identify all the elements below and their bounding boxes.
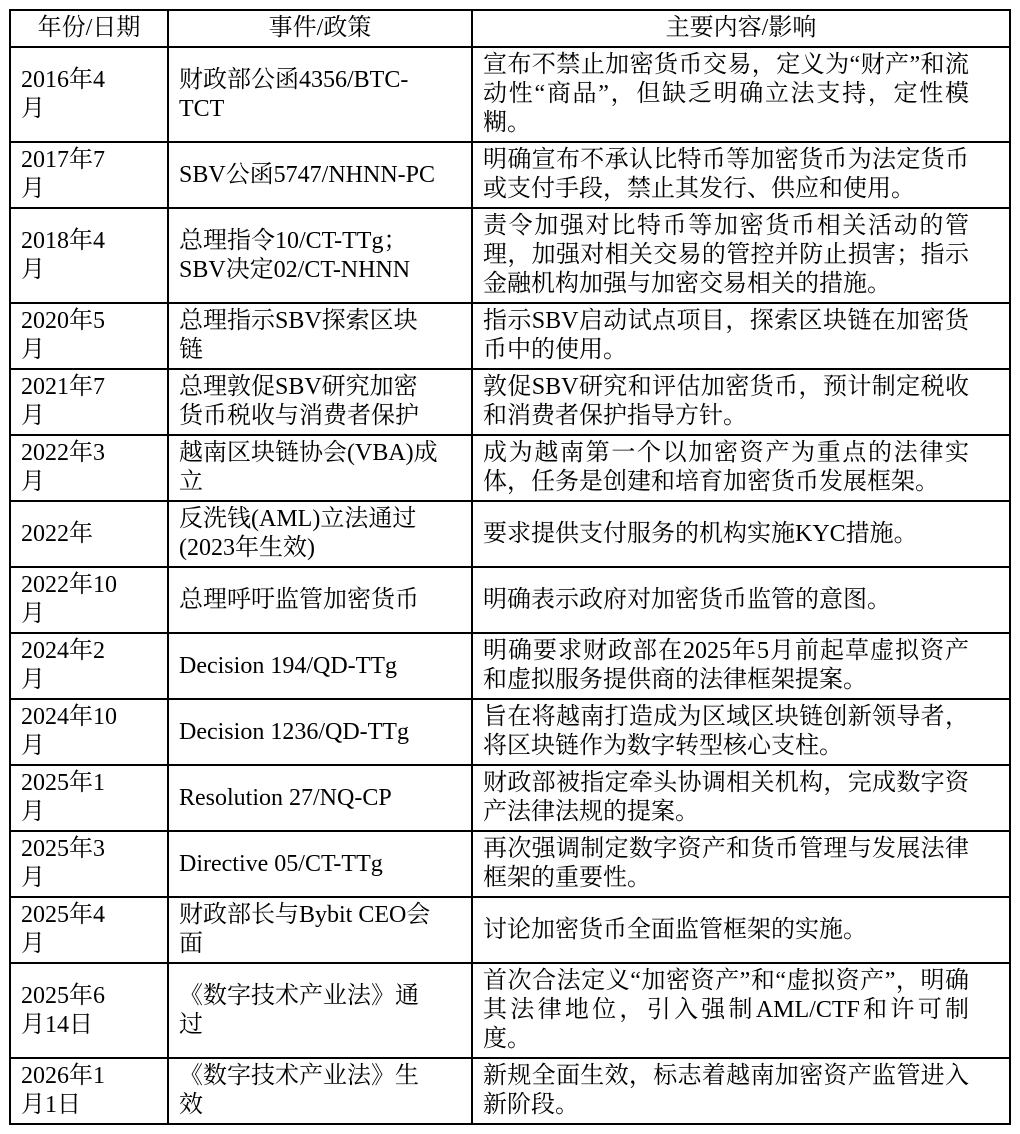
table-row	[10, 142, 1010, 208]
event-cell: 财政部公函4356/BTC-TCT	[168, 47, 472, 142]
date-cell: 2020年5月	[10, 303, 168, 369]
date-cell: 2025年6月14日	[10, 963, 168, 1058]
policy-timeline-table	[9, 9, 1011, 1125]
content-cell: 宣布不禁止加密货币交易，定义为“财产”和流动性“商品”，但缺乏明确立法支持，定性模糊。	[472, 47, 1010, 142]
table-row	[10, 963, 1010, 1058]
table-row	[10, 567, 1010, 633]
column-header-content: 主要内容/影响	[472, 10, 1010, 47]
event-cell: 《数字技术产业法》通过	[168, 963, 472, 1058]
date-cell: 2025年1月	[10, 765, 168, 831]
table-row	[10, 369, 1010, 435]
table-row	[10, 435, 1010, 501]
content-cell: 首次合法定义“加密资产”和“虚拟资产”，明确其法律地位，引入强制AML/CTF和许可制度。	[472, 963, 1010, 1058]
date-cell: 2016年4月	[10, 47, 168, 142]
content-cell: 明确要求财政部在2025年5月前起草虚拟资产和虚拟服务提供商的法律框架提案。	[472, 633, 1010, 699]
event-cell: 反洗钱(AML)立法通过(2023年生效)	[168, 501, 472, 567]
event-cell: Decision 1236/QD-TTg	[168, 699, 472, 765]
date-cell: 2022年3月	[10, 435, 168, 501]
content-cell: 明确宣布不承认比特币等加密货币为法定货币或支付手段，禁止其发行、供应和使用。	[472, 142, 1010, 208]
table-row	[10, 831, 1010, 897]
content-cell: 讨论加密货币全面监管框架的实施。	[472, 897, 1010, 963]
event-cell: 总理呼吁监管加密货币	[168, 567, 472, 633]
table-row	[10, 897, 1010, 963]
table-row	[10, 633, 1010, 699]
date-cell: 2025年3月	[10, 831, 168, 897]
event-cell: 总理指示SBV探索区块链	[168, 303, 472, 369]
table-row	[10, 765, 1010, 831]
event-cell: 总理敦促SBV研究加密货币税收与消费者保护	[168, 369, 472, 435]
table-row	[10, 501, 1010, 567]
date-cell: 2021年7月	[10, 369, 168, 435]
event-cell: 《数字技术产业法》生效	[168, 1058, 472, 1124]
column-header-date: 年份/日期	[10, 10, 168, 47]
content-cell: 旨在将越南打造成为区域区块链创新领导者，将区块链作为数字转型核心支柱。	[472, 699, 1010, 765]
event-cell: Resolution 27/NQ-CP	[168, 765, 472, 831]
content-cell: 明确表示政府对加密货币监管的意图。	[472, 567, 1010, 633]
column-header-event: 事件/政策	[168, 10, 472, 47]
content-cell: 责令加强对比特币等加密货币相关活动的管理，加强对相关交易的管控并防止损害；指示金融机构加强与加密交易相关的措施。	[472, 208, 1010, 303]
content-cell: 财政部被指定牵头协调相关机构，完成数字资产法律法规的提案。	[472, 765, 1010, 831]
event-cell: 越南区块链协会(VBA)成立	[168, 435, 472, 501]
date-cell: 2026年1月1日	[10, 1058, 168, 1124]
content-cell: 新规全面生效，标志着越南加密资产监管进入新阶段。	[472, 1058, 1010, 1124]
content-cell: 要求提供支付服务的机构实施KYC措施。	[472, 501, 1010, 567]
event-cell: Directive 05/CT-TTg	[168, 831, 472, 897]
content-cell: 再次强调制定数字资产和货币管理与发展法律框架的重要性。	[472, 831, 1010, 897]
table-header-row	[10, 10, 1010, 47]
event-cell: 总理指令10/CT-TTg；SBV决定02/CT-NHNN	[168, 208, 472, 303]
content-cell: 成为越南第一个以加密资产为重点的法律实体，任务是创建和培育加密货币发展框架。	[472, 435, 1010, 501]
date-cell: 2025年4月	[10, 897, 168, 963]
content-cell: 敦促SBV研究和评估加密货币，预计制定税收和消费者保护指导方针。	[472, 369, 1010, 435]
date-cell: 2022年	[10, 501, 168, 567]
event-cell: SBV公函5747/NHNN-PC	[168, 142, 472, 208]
table-row	[10, 1058, 1010, 1124]
date-cell: 2017年7月	[10, 142, 168, 208]
event-cell: 财政部长与Bybit CEO会面	[168, 897, 472, 963]
content-cell: 指示SBV启动试点项目，探索区块链在加密货币中的使用。	[472, 303, 1010, 369]
date-cell: 2024年2月	[10, 633, 168, 699]
table-row	[10, 208, 1010, 303]
date-cell: 2022年10月	[10, 567, 168, 633]
event-cell: Decision 194/QD-TTg	[168, 633, 472, 699]
table-row	[10, 699, 1010, 765]
table-row	[10, 47, 1010, 142]
table-body	[10, 47, 1010, 1124]
date-cell: 2024年10月	[10, 699, 168, 765]
table-row	[10, 303, 1010, 369]
date-cell: 2018年4月	[10, 208, 168, 303]
